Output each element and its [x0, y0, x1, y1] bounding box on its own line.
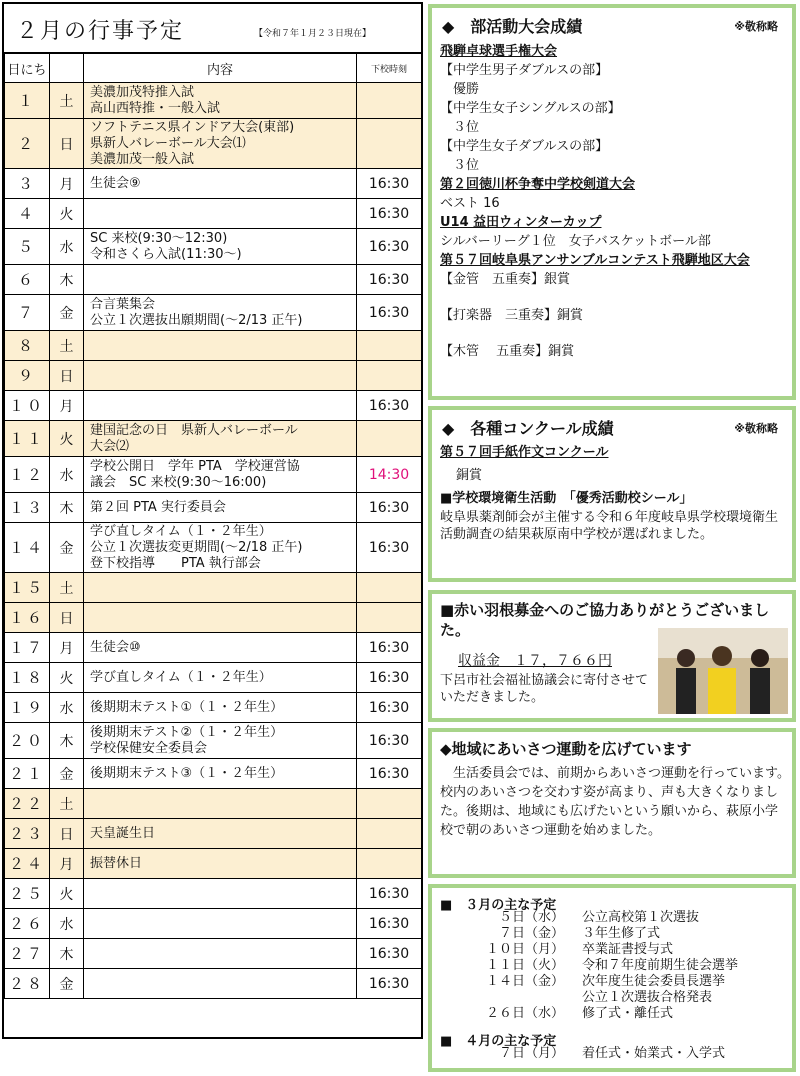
day-cell: １４	[5, 523, 50, 573]
weekday-cell: 木	[50, 265, 84, 295]
content-line: 美濃加茂一般入試	[90, 151, 195, 167]
header-weekday	[50, 54, 84, 83]
content-line: 学校保健安全委員会	[90, 740, 208, 756]
weekday-cell: 土	[50, 83, 84, 119]
contest-name: 第５７回手紙作文コンクール	[440, 445, 609, 460]
dismissal-time-cell: 16:30	[357, 523, 422, 573]
day-cell: １７	[5, 633, 50, 663]
club-note: ※敬称略	[734, 20, 778, 33]
table-row	[5, 819, 422, 849]
schedule-item	[462, 1046, 792, 1062]
header-time: 下校時刻	[357, 54, 422, 83]
dismissal-time-cell: 16:30	[357, 663, 422, 693]
content-line: ソフトテニス県インドア大会(東部)	[90, 119, 295, 135]
contest-results-box	[428, 406, 796, 582]
schedule-item	[462, 990, 792, 1006]
april-list	[462, 1046, 792, 1062]
content-cell	[84, 295, 357, 331]
weekday-cell: 月	[50, 849, 84, 879]
tournament-name: U14 益田ウィンターカップ	[440, 215, 602, 230]
weekday-cell: 日	[50, 603, 84, 633]
table-row	[5, 879, 422, 909]
schedule-item	[462, 942, 792, 958]
content-line: 学校公開日 学年 PTA 学校運営協	[90, 458, 300, 474]
table-row	[5, 265, 422, 295]
table-row	[5, 849, 422, 879]
table-row	[5, 169, 422, 199]
content-cell	[84, 849, 357, 879]
result-line: ベスト 16	[440, 196, 500, 211]
weekday-cell: 日	[50, 119, 84, 169]
table-row	[5, 199, 422, 229]
item-date: ７日（月）	[498, 1046, 564, 1061]
table-row	[5, 663, 422, 693]
march-schedule-box	[428, 884, 796, 1072]
weekday-cell: 金	[50, 759, 84, 789]
content-line: 後期期末テスト②（１・２年生）	[90, 724, 284, 740]
content-line: 学び直しタイム（１・２年生）	[90, 523, 272, 539]
dismissal-time-cell	[357, 361, 422, 391]
item-date: ２６日（水）	[485, 1006, 564, 1021]
result-line: 【打楽器 三重奏】銅賞	[440, 308, 584, 323]
hygiene-title: ■学校環境衛生活動 「優秀活動校シール」	[440, 491, 693, 506]
table-row	[5, 119, 422, 169]
content-cell	[84, 523, 357, 573]
content-line: 登下校指導 PTA 執行部会	[90, 555, 261, 571]
content-line: 県新人バレーボール大会⑴	[90, 135, 246, 151]
dismissal-time-cell: 16:30	[357, 199, 422, 229]
result-line: 【中学生男子ダブルスの部】	[440, 63, 609, 78]
weekday-cell: 火	[50, 663, 84, 693]
schedule-header	[4, 4, 421, 53]
weekday-cell: 日	[50, 361, 84, 391]
content-line: 議会 SC 来校(9:30～16:00)	[90, 474, 267, 490]
contest-note: ※敬称略	[734, 422, 778, 435]
content-cell	[84, 633, 357, 663]
item-date: １０日（月）	[485, 942, 564, 957]
item-text: 卒業証書授与式	[582, 942, 674, 957]
club-title: ◆ 部活動大会成績	[442, 17, 583, 36]
dismissal-time-cell: 16:30	[357, 969, 422, 999]
content-cell	[84, 391, 357, 421]
result-line: 優勝	[440, 82, 480, 97]
content-cell	[84, 723, 357, 759]
schedule-item	[462, 910, 792, 926]
dismissal-time-cell: 16:30	[357, 759, 422, 789]
day-cell: １６	[5, 603, 50, 633]
weekday-cell: 水	[50, 457, 84, 493]
greeting-body: 生活委員会では、前期からあいさつ運動を行っています。校内のあいさつを交わす姿が高まり、声も大きくなりました。後期は、地域にも広げたいという願いから、萩原小学校で朝のあいさつ運動を始めました。	[440, 766, 790, 838]
day-cell: ７	[5, 295, 50, 331]
dismissal-time-cell: 16:30	[357, 909, 422, 939]
content-cell	[84, 331, 357, 361]
dismissal-time-cell: 16:30	[357, 879, 422, 909]
content-cell	[84, 663, 357, 693]
weekday-cell: 月	[50, 169, 84, 199]
content-line: SC 来校(9:30～12:30)	[90, 230, 228, 246]
content-cell	[84, 169, 357, 199]
result-line: 【金管 五重奏】銀賞	[440, 272, 571, 287]
content-cell	[84, 493, 357, 523]
content-cell	[84, 119, 357, 169]
dismissal-time-cell: 14:30	[357, 457, 422, 493]
day-cell: １５	[5, 573, 50, 603]
day-cell: ４	[5, 199, 50, 229]
table-row	[5, 421, 422, 457]
table-header-row	[5, 54, 422, 83]
dismissal-time-cell	[357, 573, 422, 603]
content-line: 学び直しタイム（１・２年生）	[90, 669, 272, 685]
fund-amount: 収益金 １７，７６６円	[458, 653, 612, 669]
schedule-body	[5, 83, 422, 999]
result-line: シルバーリーグ１位 女子バスケットボール部	[440, 234, 711, 249]
table-row	[5, 939, 422, 969]
weekday-cell: 金	[50, 295, 84, 331]
dismissal-time-cell: 16:30	[357, 169, 422, 199]
table-row	[5, 331, 422, 361]
fund-photo	[658, 628, 788, 714]
item-text: 公立高校第１次選抜	[582, 910, 700, 925]
table-row	[5, 457, 422, 493]
day-cell: １	[5, 83, 50, 119]
day-cell: ２３	[5, 819, 50, 849]
table-row	[5, 723, 422, 759]
content-cell	[84, 229, 357, 265]
table-row	[5, 969, 422, 999]
dismissal-time-cell: 16:30	[357, 693, 422, 723]
schedule-panel	[2, 2, 423, 1039]
april-title: ■ ４月の主な予定	[440, 1034, 557, 1049]
day-cell: ２４	[5, 849, 50, 879]
content-line: 大会⑵	[90, 438, 130, 454]
table-row	[5, 759, 422, 789]
weekday-cell: 月	[50, 633, 84, 663]
fund-box	[428, 590, 796, 722]
content-line: 後期期末テスト③（１・２年生）	[90, 765, 284, 781]
day-cell: １８	[5, 663, 50, 693]
weekday-cell: 木	[50, 723, 84, 759]
result-line: 【中学生女子ダブルスの部】	[440, 139, 609, 154]
content-cell	[84, 879, 357, 909]
contest-title: ◆ 各種コンクール成績	[442, 419, 614, 438]
weekday-cell: 月	[50, 391, 84, 421]
table-row	[5, 603, 422, 633]
content-cell	[84, 759, 357, 789]
day-cell: ９	[5, 361, 50, 391]
as-of-date: 【令和７年１月２３日現在】	[254, 29, 372, 39]
content-line: 生徒会⑨	[90, 175, 141, 191]
content-cell	[84, 265, 357, 295]
item-date: １４日（金）	[485, 974, 564, 989]
content-cell	[84, 909, 357, 939]
tournament-name: 飛騨卓球選手権大会	[440, 44, 558, 59]
day-cell: ３	[5, 169, 50, 199]
hygiene-body: 岐阜県薬剤師会が主催する令和６年度岐阜県学校環境衛生活動調査の結果萩原南中学校が選ばれました。	[440, 510, 779, 542]
weekday-cell: 水	[50, 693, 84, 723]
content-line: 公立１次選抜出願期間(～2/13 正午)	[90, 312, 303, 328]
day-cell: ２１	[5, 759, 50, 789]
content-line: 振替休日	[90, 855, 143, 871]
table-row	[5, 295, 422, 331]
content-cell	[84, 421, 357, 457]
fund-body: 下呂市社会福祉協議会に寄付させていただきました。	[440, 673, 649, 705]
content-cell	[84, 603, 357, 633]
dismissal-time-cell	[357, 421, 422, 457]
content-cell	[84, 199, 357, 229]
day-cell: １０	[5, 391, 50, 421]
content-line: 建国記念の日 県新人バレーボール	[90, 422, 298, 438]
content-cell	[84, 939, 357, 969]
content-line: 合言葉集会	[90, 296, 156, 312]
header-content: 内容	[84, 54, 357, 83]
weekday-cell: 土	[50, 331, 84, 361]
item-text: 次年度生徒会委員長選挙	[582, 974, 726, 989]
dismissal-time-cell: 16:30	[357, 493, 422, 523]
weekday-cell: 土	[50, 789, 84, 819]
day-cell: ２６	[5, 909, 50, 939]
club-results-list	[440, 42, 790, 361]
item-text: 修了式・離任式	[582, 1006, 674, 1021]
fund-title: ■赤い羽根募金へのご協力ありがとうございました。	[440, 601, 770, 639]
result-line: ３位	[440, 120, 480, 135]
content-line: 後期期末テスト①（１・２年生）	[90, 699, 284, 715]
day-cell: ２８	[5, 969, 50, 999]
content-line: 令和さくら入試(11:30～)	[90, 246, 242, 262]
item-text: 令和７年度前期生徒会選挙	[582, 958, 739, 973]
table-row	[5, 361, 422, 391]
day-cell: ２２	[5, 789, 50, 819]
content-cell	[84, 573, 357, 603]
schedule-item	[462, 958, 792, 974]
item-date: ７日（金）	[498, 926, 564, 941]
weekday-cell: 火	[50, 199, 84, 229]
table-row	[5, 633, 422, 663]
content-line: 公立１次選抜変更期間(～2/18 正午)	[90, 539, 303, 555]
weekday-cell: 水	[50, 229, 84, 265]
content-cell	[84, 457, 357, 493]
day-cell: ５	[5, 229, 50, 265]
dismissal-time-cell	[357, 83, 422, 119]
item-date	[462, 990, 564, 1006]
content-cell	[84, 361, 357, 391]
table-row	[5, 573, 422, 603]
result-line: 【中学生女子シングルスの部】	[440, 101, 621, 116]
dismissal-time-cell	[357, 819, 422, 849]
table-row	[5, 523, 422, 573]
content-line: 第２回 PTA 実行委員会	[90, 499, 226, 515]
result-line	[440, 325, 790, 342]
content-cell	[84, 789, 357, 819]
content-cell	[84, 819, 357, 849]
weekday-cell: 火	[50, 879, 84, 909]
dismissal-time-cell: 16:30	[357, 295, 422, 331]
table-row	[5, 493, 422, 523]
dismissal-time-cell	[357, 119, 422, 169]
item-text: 着任式・始業式・入学式	[582, 1046, 726, 1061]
schedule-table	[4, 53, 422, 999]
day-cell: ６	[5, 265, 50, 295]
content-cell	[84, 693, 357, 723]
result-line: ３位	[440, 158, 480, 173]
dismissal-time-cell	[357, 789, 422, 819]
tournament-name: 第５７回岐阜県アンサンブルコンテスト飛騨地区大会	[440, 253, 750, 268]
weekday-cell: 火	[50, 421, 84, 457]
march-title: ■ ３月の主な予定	[440, 898, 557, 913]
weekday-cell: 水	[50, 909, 84, 939]
day-cell: １１	[5, 421, 50, 457]
dismissal-time-cell	[357, 849, 422, 879]
content-line: 高山西特推・一般入試	[90, 100, 221, 116]
result-line: 【木管 五重奏】銅賞	[440, 344, 575, 359]
page-title: ２月の行事予定	[16, 19, 185, 44]
weekday-cell: 木	[50, 493, 84, 523]
weekday-cell: 金	[50, 523, 84, 573]
item-text: 公立１次選抜合格発表	[582, 990, 713, 1005]
content-line: 生徒会⑩	[90, 639, 141, 655]
schedule-item	[462, 926, 792, 942]
greeting-title: ◆地域にあいさつ運動を広げています	[440, 740, 692, 758]
table-row	[5, 391, 422, 421]
dismissal-time-cell: 16:30	[357, 265, 422, 295]
table-row	[5, 83, 422, 119]
content-cell	[84, 83, 357, 119]
day-cell: ８	[5, 331, 50, 361]
content-line: 美濃加茂特推入試	[90, 84, 195, 100]
day-cell: ２７	[5, 939, 50, 969]
table-row	[5, 229, 422, 265]
day-cell: １２	[5, 457, 50, 493]
weekday-cell: 金	[50, 969, 84, 999]
dismissal-time-cell: 16:30	[357, 391, 422, 421]
dismissal-time-cell	[357, 331, 422, 361]
dismissal-time-cell: 16:30	[357, 723, 422, 759]
dismissal-time-cell	[357, 603, 422, 633]
day-cell: １３	[5, 493, 50, 523]
day-cell: ２０	[5, 723, 50, 759]
contest-award: 銅賞	[456, 468, 483, 483]
table-row	[5, 789, 422, 819]
march-list	[462, 910, 792, 1022]
schedule-item	[462, 1006, 792, 1022]
table-row	[5, 693, 422, 723]
dismissal-time-cell: 16:30	[357, 939, 422, 969]
schedule-item	[462, 974, 792, 990]
day-cell: ２	[5, 119, 50, 169]
item-date: １１日（火）	[485, 958, 564, 973]
table-row	[5, 909, 422, 939]
weekday-cell: 土	[50, 573, 84, 603]
weekday-cell: 木	[50, 939, 84, 969]
tournament-name: 第２回徳川杯争奪中学校剣道大会	[440, 177, 636, 192]
weekday-cell: 日	[50, 819, 84, 849]
day-cell: ２５	[5, 879, 50, 909]
club-results-box	[428, 4, 796, 400]
item-text: ３年生修了式	[582, 926, 661, 941]
result-line	[440, 289, 790, 306]
content-line: 天皇誕生日	[90, 825, 156, 841]
greeting-box	[428, 728, 796, 878]
header-day: 日にち	[5, 54, 50, 83]
item-date: ５日（水）	[498, 910, 564, 925]
content-cell	[84, 969, 357, 999]
day-cell: １９	[5, 693, 50, 723]
dismissal-time-cell: 16:30	[357, 633, 422, 663]
dismissal-time-cell: 16:30	[357, 229, 422, 265]
